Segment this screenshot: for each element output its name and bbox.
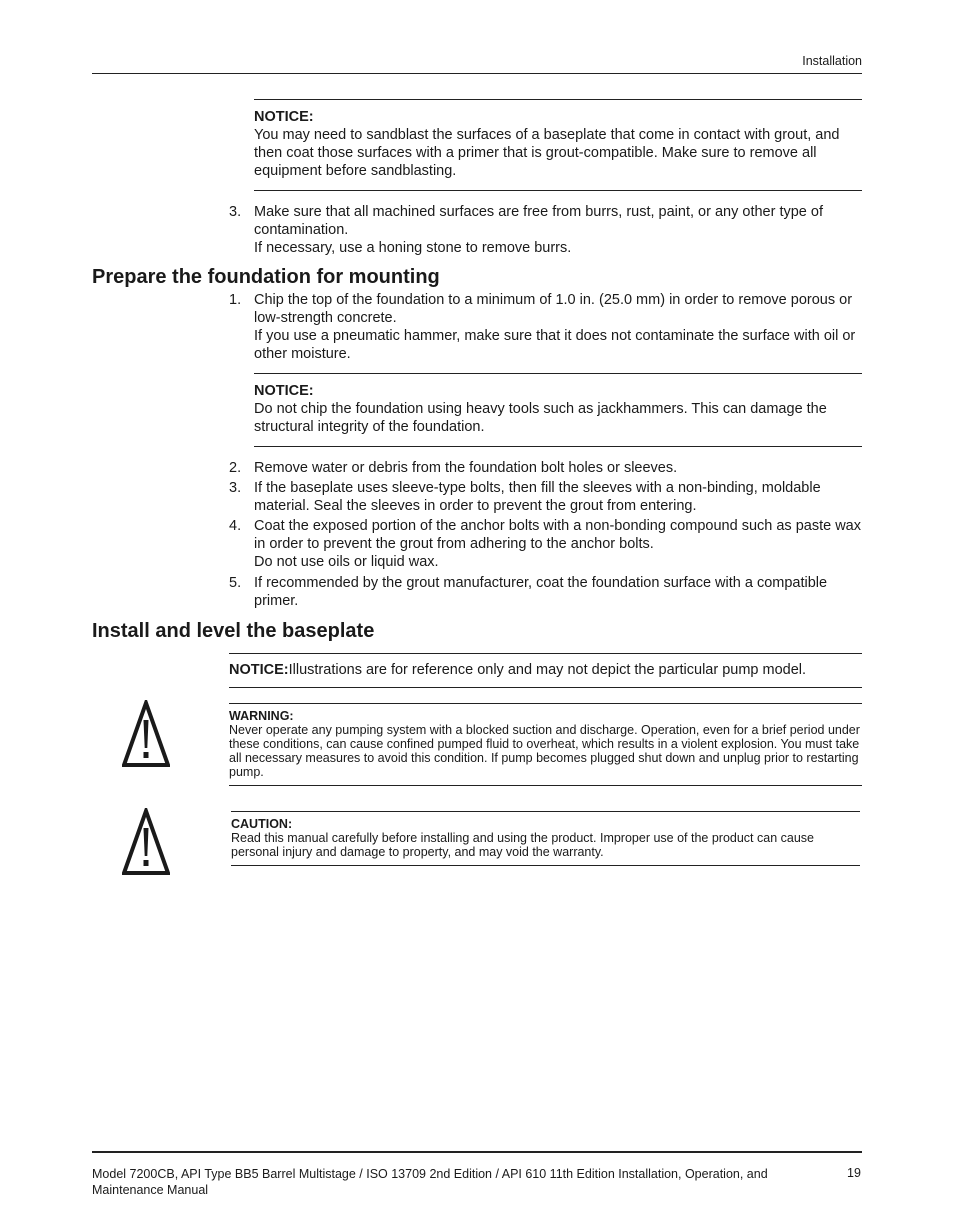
notice-body: You may need to sandblast the surfaces of a baseplate that come in contact with grout, and then coat those surfaces with a primer that is grout-compatible. Make sure to remove all equipment before sandblasting. [254,127,840,179]
step-text: Coat the exposed portion of the anchor bolts with a non-bonding compound such as paste wax in order to prevent the grout from adhering to the anchor bolts. [254,518,861,552]
section-heading-install-baseplate: Install and level the baseplate [92,620,375,642]
step-text: Make sure that all machined surfaces are free from burrs, rust, paint, or any other type of contamination. [254,204,823,238]
list-text [254,517,862,571]
running-header: Installation [802,54,862,68]
caution-body: Read this manual carefully before installing and using the product. Improper use of the product can cause personal injury and damage to property, and may void the warranty. [231,831,814,859]
list-number: 4. [229,518,242,534]
list-text: If the baseplate uses sleeve-type bolts, then fill the sleeves with a non-binding, moldable material. Seal the sleeves in order to prevent the grout from entering. [254,480,821,514]
notice-body: Illustrations are for reference only and may not depict the particular pump model. [288,662,807,678]
notice-jackhammer [254,373,862,447]
list-text [254,203,862,257]
footer-rule [92,1151,862,1153]
warning-triangle-icon [122,700,170,768]
warning-box [229,703,862,786]
list-number: 1. [229,292,242,308]
list-text: Remove water or debris from the foundation bolt holes or sleeves. [254,460,678,476]
list-text: If recommended by the grout manufacturer, coat the foundation surface with a compatible primer. [254,575,828,609]
section-heading-prepare-foundation: Prepare the foundation for mounting [92,266,440,288]
notice-title: NOTICE: [254,383,314,399]
step-subtext: If you use a pneumatic hammer, make sure that it does not contaminate the surface with oil or other moisture. [254,328,856,362]
list-number: 3. [229,480,242,496]
step-subtext: If necessary, use a honing stone to remove burrs. [254,240,572,256]
notice-illustrations [229,653,862,688]
list-text [254,291,862,363]
footer-text: Model 7200CB, API Type BB5 Barrel Multistage / ISO 13709 2nd Edition / API 610 11th Edition Installation, Operation, and Maintenance Manual [92,1167,768,1197]
notice-title: NOTICE: [229,662,289,678]
caution-box [231,811,860,866]
warning-body: Never operate any pumping system with a blocked suction and discharge. Operation, even for a brief period under these conditions, can cause confined pumped fluid to overheat, which results in a violent explosion. You must take all necessary measures to avoid this condition. If pump becomes plugged shut down and unplug prior to restarting pump. [229,723,860,779]
caution-triangle-icon [122,808,170,876]
step-text: Chip the top of the foundation to a minimum of 1.0 in. (25.0 mm) in order to remove porous or low-strength concrete. [254,292,853,326]
notice-sandblast [254,99,862,191]
step-subtext: Do not use oils or liquid wax. [254,554,439,570]
notice-body: Do not chip the foundation using heavy tools such as jackhammers. This can damage the structural integrity of the foundation. [254,401,827,435]
header-rule [92,73,862,74]
list-number: 2. [229,460,242,476]
page-number: 19 [847,1166,861,1180]
list-number: 5. [229,575,242,591]
notice-title: NOTICE: [254,109,314,125]
warning-title: WARNING: [229,709,294,723]
list-number: 3. [229,204,242,220]
caution-title: CAUTION: [231,817,293,831]
